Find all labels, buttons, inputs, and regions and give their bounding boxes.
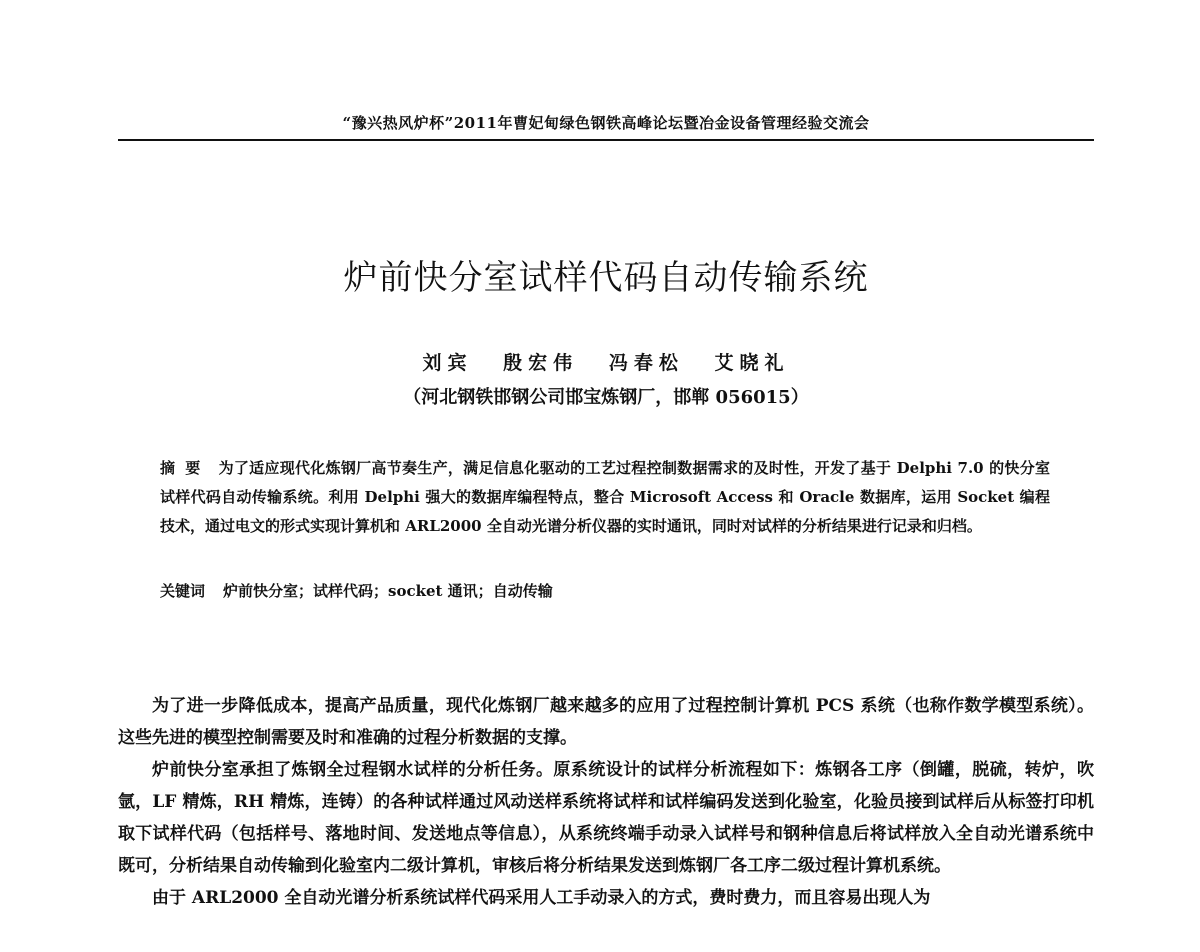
body-text — [118, 690, 1094, 914]
body-paragraph: 为了进一步降低成本，提高产品质量，现代化炼钢厂越来越多的应用了过程控制计算机 PCS 系统（也称作数学模型系统）。这些先进的模型控制需要及时和准确的过程分析数据的支撑。 — [118, 696, 1094, 748]
body-paragraph: 炉前快分室承担了炼钢全过程钢水试样的分析任务。原系统设计的试样分析流程如下：炼钢各工序（倒罐，脱硫，转炉，吹氩，LF 精炼，RH 精炼，连铸）的各种试样通过风动送样系统将试样和试样编码发送到化验室，化验员接到试样后从标签打印机取下试样代码（包括样号、落地时间、发送地点等信息），从系统终端手动录入试样号和钢种信息后将试样放入全自动光谱系统中既可，分析结果自动传输到化验室内二级计算机，审核后将分析结果发送到炼钢厂各工序二级过程计算机系统。 — [118, 760, 1094, 876]
abstract-text: 为了适应现代化炼钢厂高节奏生产，满足信息化驱动的工艺过程控制数据需求的及时性，开发了基于 Delphi 7.0 的快分室试样代码自动传输系统。利用 Delphi 强大的数据库编程特点，整合 Microsoft Access 和 Oracle 数据库，运用 Socket 编程技术，通过电文的形式实现计算机和 ARL2000 全自动光谱分析仪器的实时通讯，同时对试样的分析结果进行记录和归档。 — [160, 459, 1050, 535]
abstract — [160, 454, 1050, 541]
affiliation: （河北钢铁邯钢公司邯宝炼钢厂，邯郸 056015） — [403, 387, 809, 408]
keywords-text: 炉前快分室；试样代码；socket 通讯；自动传输 — [223, 582, 553, 600]
header-rule — [118, 139, 1094, 141]
running-header: “豫兴热风炉杯”2011年曹妃甸绿色钢铁高峰论坛暨冶金设备管理经验交流会 — [342, 114, 870, 132]
paper-title: 炉前快分室试样代码自动传输系统 — [343, 258, 869, 298]
keywords — [160, 580, 1050, 601]
author-list — [118, 348, 1094, 375]
author-name: 冯春松 — [608, 352, 684, 374]
author-name: 刘宾 — [422, 352, 473, 374]
author-name: 殷宏伟 — [503, 352, 579, 374]
body-paragraph: 由于 ARL2000 全自动光谱分析系统试样代码采用人工手动录入的方式，费时费力，而且容易出现人为 — [152, 888, 931, 908]
author-name: 艾晓礼 — [714, 352, 790, 374]
abstract-label: 摘要 — [160, 459, 211, 477]
keywords-label: 关键词 — [160, 582, 206, 600]
